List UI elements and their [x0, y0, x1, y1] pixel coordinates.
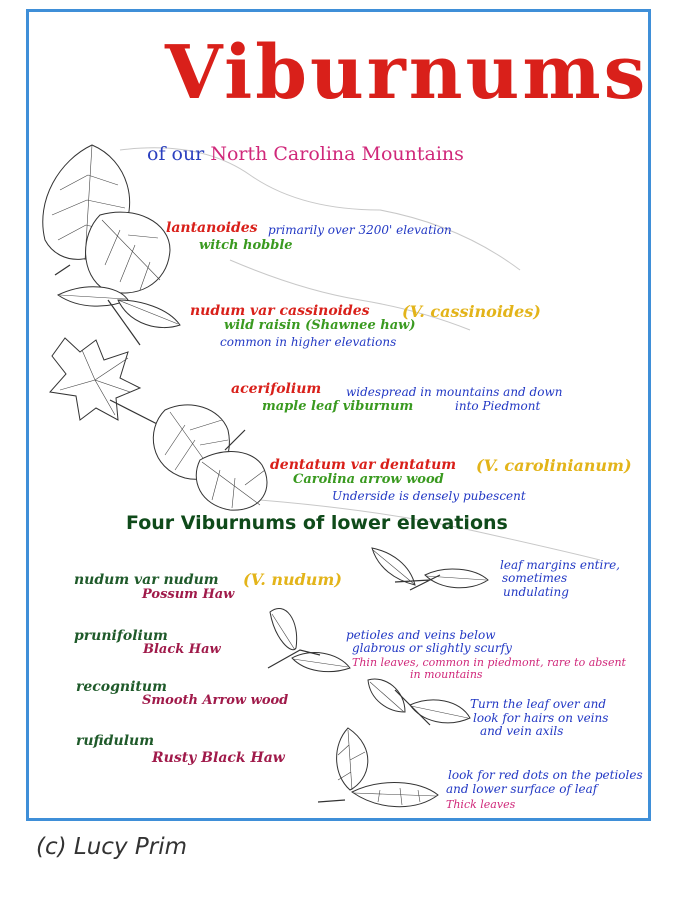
lantanoides-leaf-drawing — [43, 145, 170, 293]
copyright-credit: (c) Lucy Prim — [36, 834, 187, 860]
common-cassinoides: wild raisin (Shawnee haw) — [224, 318, 416, 333]
common-nudum: Possum Haw — [142, 587, 235, 602]
pink-rufidulum: Thick leaves — [446, 798, 516, 811]
note-nudum-2: sometimes — [502, 571, 568, 585]
synonym-cassinoides: (V. cassinoides) — [402, 302, 541, 321]
prunifolium-leaf-drawing — [268, 608, 350, 671]
species-dentatum: dentatum var dentatum — [270, 457, 457, 473]
recognitum-leaf-drawing — [368, 679, 470, 725]
common-recognitum: Smooth Arrow wood — [142, 693, 289, 708]
pink-prunifolium-1: Thin leaves, common in piedmont, rare to absent — [352, 656, 626, 669]
note-recognitum-1: Turn the leaf over and — [470, 697, 607, 711]
common-prunifolium: Black Haw — [143, 642, 221, 657]
species-nudum: nudum var nudum — [74, 572, 219, 588]
subtitle-place: North Carolina Mountains — [210, 143, 464, 165]
mountain-ridge-line — [120, 148, 520, 270]
species-lantanoides: lantanoides — [166, 220, 258, 236]
note-recognitum-2: look for hairs on veins — [473, 711, 609, 725]
synonym-dentatum: (V. carolinianum) — [476, 456, 632, 475]
species-recognitum: recognitum — [76, 679, 167, 695]
rufidulum-leaf-drawing — [318, 728, 438, 807]
note-rufidulum-2: and lower surface of leaf — [446, 782, 598, 796]
note-acerifolium-1: widespread in mountains and down — [346, 385, 563, 399]
species-prunifolium: prunifolium — [74, 628, 168, 644]
species-rufidulum: rufidulum — [76, 733, 155, 749]
note-nudum-3: undulating — [503, 585, 569, 599]
common-acerifolium: maple leaf viburnum — [262, 399, 414, 414]
note-nudum-1: leaf margins entire, — [500, 558, 620, 572]
note-acerifolium-2: into Piedmont — [455, 399, 541, 413]
pink-prunifolium-2: in mountains — [410, 668, 483, 681]
note-recognitum-3: and vein axils — [480, 724, 564, 738]
acerifolium-leaf-drawing — [50, 338, 165, 428]
note-rufidulum-1: look for red dots on the petioles — [448, 768, 643, 782]
common-lantanoides: witch hobble — [199, 238, 293, 253]
species-cassinoides: nudum var cassinoides — [190, 303, 370, 319]
page-title: Viburnums — [165, 30, 649, 116]
note-prunifolium-1: petioles and veins below — [346, 628, 496, 642]
note-dentatum: Underside is densely pubescent — [332, 489, 526, 503]
cassinoides-leaf-drawing — [58, 287, 180, 345]
synonym-nudum: (V. nudum) — [243, 570, 342, 589]
nudum-leaf-drawing — [372, 548, 488, 590]
common-dentatum: Carolina arrow wood — [293, 472, 444, 487]
common-rufidulum: Rusty Black Haw — [152, 750, 285, 766]
dentatum-leaf-drawing — [153, 405, 267, 510]
page-subtitle — [147, 143, 464, 165]
species-acerifolium: acerifolium — [231, 381, 322, 397]
section-heading: Four Viburnums of lower elevations — [126, 512, 508, 534]
subtitle-lead: of our — [147, 143, 205, 165]
note-cassinoides: common in higher elevations — [220, 335, 397, 349]
note-prunifolium-2: glabrous or slightly scurfy — [352, 641, 512, 655]
note-lantanoides: primarily over 3200' elevation — [268, 223, 452, 237]
